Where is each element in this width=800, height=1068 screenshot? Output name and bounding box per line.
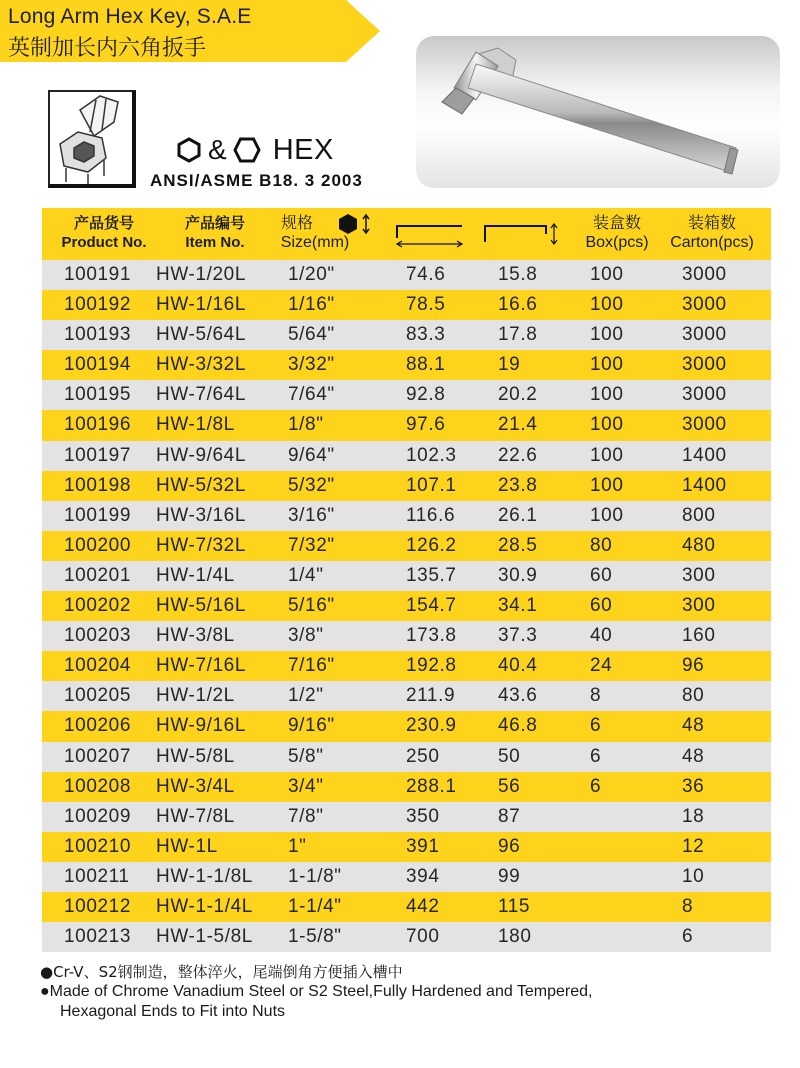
cell-product-no: 100203 (64, 625, 132, 647)
cell-box-qty: 100 (590, 474, 624, 496)
cell-size: 7/32" (288, 534, 335, 556)
hex-outline-icon (176, 137, 202, 163)
cell-size: 1/2" (288, 685, 324, 707)
header-size: 规格 Size(mm) (280, 213, 350, 251)
cell-long-arm: 88.1 (406, 354, 446, 376)
cell-product-no: 100205 (64, 685, 132, 707)
cell-box-qty: 40 (590, 625, 613, 647)
title-english: Long Arm Hex Key, S.A.E (8, 5, 252, 28)
cell-carton-qty: 3000 (682, 324, 727, 346)
cell-short-arm: 46.8 (498, 715, 538, 737)
cell-product-no: 100191 (64, 264, 132, 285)
cell-short-arm: 19 (498, 354, 521, 376)
cell-long-arm: 192.8 (406, 655, 457, 677)
cell-short-arm: 40.4 (498, 655, 538, 677)
cell-box-qty: 100 (590, 444, 624, 466)
cell-carton-qty: 1400 (682, 474, 727, 496)
cell-carton-qty: 3000 (682, 264, 727, 285)
cell-long-arm: 97.6 (406, 414, 446, 436)
cell-size: 7/8" (288, 805, 324, 827)
cell-carton-qty: 300 (682, 564, 716, 586)
cell-short-arm: 50 (498, 745, 521, 767)
table-header (42, 208, 771, 260)
cell-product-no: 100210 (64, 835, 132, 857)
cell-item-no: HW-1/16L (156, 294, 246, 316)
cell-short-arm: 37.3 (498, 625, 538, 647)
cell-item-no: HW-5/64L (156, 324, 246, 346)
cell-carton-qty: 12 (682, 835, 705, 857)
cell-carton-qty: 3000 (682, 384, 727, 406)
cell-short-arm: 180 (498, 926, 532, 948)
note-english-2: Hexagonal Ends to Fit into Nuts (60, 1003, 286, 1020)
table-row (42, 260, 771, 290)
cell-item-no: HW-7/8L (156, 805, 235, 827)
cell-product-no: 100194 (64, 354, 132, 376)
table-row (42, 711, 771, 741)
cell-carton-qty: 48 (682, 745, 705, 767)
table-row (42, 441, 771, 471)
table-row (42, 561, 771, 591)
cell-product-no: 100211 (64, 865, 130, 887)
cell-carton-qty: 96 (682, 655, 705, 677)
cell-long-arm: 83.3 (406, 324, 446, 346)
cell-carton-qty: 18 (682, 805, 705, 827)
hex-size-icon (336, 212, 376, 238)
notes (40, 962, 592, 1022)
cell-size: 1/4" (288, 564, 324, 586)
cell-long-arm: 107.1 (406, 474, 457, 496)
cell-short-arm: 43.6 (498, 685, 538, 707)
table-row (42, 681, 771, 711)
cell-short-arm: 20.2 (498, 384, 538, 406)
cell-item-no: HW-1-1/4L (156, 895, 253, 917)
cell-size: 3/32" (288, 354, 335, 376)
table-row (42, 802, 771, 832)
table-row (42, 380, 771, 410)
cell-carton-qty: 8 (682, 895, 694, 917)
table-row (42, 862, 771, 892)
short-arm-length-icon (482, 220, 560, 250)
cell-box-qty: 100 (590, 504, 624, 526)
cell-long-arm: 288.1 (406, 775, 457, 797)
header-carton: 装箱数 Carton(pcs) (670, 213, 754, 251)
cell-product-no: 100206 (64, 715, 132, 737)
cell-product-no: 100192 (64, 294, 132, 316)
cell-size: 1/20" (288, 264, 335, 285)
hex-outline-icon (233, 136, 261, 164)
cell-product-no: 100197 (64, 444, 132, 466)
cell-short-arm: 28.5 (498, 534, 538, 556)
cell-carton-qty: 480 (682, 534, 716, 556)
cell-box-qty: 24 (590, 655, 613, 677)
table-row (42, 320, 771, 350)
table-row (42, 621, 771, 651)
cell-long-arm: 250 (406, 745, 440, 767)
cell-short-arm: 96 (498, 835, 521, 857)
table-row (42, 922, 771, 952)
note-chinese: ●Cr-V、S2钢制造，整体淬火，尾端倒角方便插入槽中 (40, 963, 403, 981)
cell-item-no: HW-3/32L (156, 354, 246, 376)
socket-screw-icon (48, 90, 136, 188)
table-row (42, 290, 771, 320)
cell-size: 3/4" (288, 775, 324, 797)
cell-short-arm: 87 (498, 805, 521, 827)
cell-box-qty: 100 (590, 354, 624, 376)
cell-size: 5/64" (288, 324, 335, 346)
cell-carton-qty: 3000 (682, 354, 727, 376)
cell-item-no: HW-5/8L (156, 745, 235, 767)
cell-long-arm: 173.8 (406, 625, 457, 647)
table-row (42, 410, 771, 440)
cell-long-arm: 391 (406, 835, 440, 857)
ampersand: & (208, 134, 227, 165)
cell-long-arm: 211.9 (406, 685, 456, 707)
cell-product-no: 100196 (64, 414, 132, 436)
cell-short-arm: 115 (498, 895, 531, 917)
cell-box-qty: 100 (590, 294, 624, 316)
cell-item-no: HW-3/8L (156, 625, 235, 647)
table-row (42, 501, 771, 531)
cell-short-arm: 23.8 (498, 474, 538, 496)
cell-box-qty: 8 (590, 685, 602, 707)
cell-product-no: 100204 (64, 655, 132, 677)
cell-box-qty: 60 (590, 595, 613, 617)
cell-short-arm: 22.6 (498, 444, 538, 466)
cell-box-qty: 100 (590, 264, 624, 285)
table-row (42, 772, 771, 802)
cell-item-no: HW-1/2L (156, 685, 235, 707)
hex-type-row (176, 132, 334, 168)
long-arm-length-icon (394, 220, 466, 250)
cell-size: 7/16" (288, 655, 335, 677)
table-row (42, 591, 771, 621)
cell-item-no: HW-9/64L (156, 444, 246, 466)
cell-short-arm: 16.6 (498, 294, 538, 316)
cell-carton-qty: 80 (682, 685, 705, 707)
cell-long-arm: 394 (406, 865, 440, 887)
cell-size: 1-1/4" (288, 895, 342, 917)
cell-box-qty: 100 (590, 384, 624, 406)
cell-item-no: HW-1/8L (156, 414, 235, 436)
cell-item-no: HW-5/32L (156, 474, 246, 496)
cell-box-qty: 100 (590, 324, 624, 346)
cell-long-arm: 126.2 (406, 534, 457, 556)
table-row (42, 471, 771, 501)
hex-label: HEX (272, 133, 334, 166)
table-row (42, 892, 771, 922)
cell-item-no: HW-1-5/8L (156, 926, 253, 948)
hex-key-image (416, 36, 780, 188)
cell-carton-qty: 10 (682, 865, 705, 887)
cell-size: 5/32" (288, 474, 335, 496)
cell-box-qty: 6 (590, 775, 602, 797)
cell-product-no: 100193 (64, 324, 132, 346)
cell-item-no: HW-7/32L (156, 534, 246, 556)
cell-product-no: 100201 (64, 564, 132, 586)
cell-carton-qty: 48 (682, 715, 705, 737)
cell-short-arm: 56 (498, 775, 521, 797)
cell-product-no: 100213 (64, 926, 132, 948)
cell-box-qty: 60 (590, 564, 613, 586)
cell-product-no: 100208 (64, 775, 132, 797)
table-body (42, 260, 771, 952)
cell-size: 3/8" (288, 625, 324, 647)
cell-box-qty: 6 (590, 715, 602, 737)
cell-carton-qty: 3000 (682, 294, 727, 316)
cell-carton-qty: 800 (682, 504, 716, 526)
cell-size: 7/64" (288, 384, 335, 406)
cell-short-arm: 99 (498, 865, 521, 887)
cell-size: 9/64" (288, 444, 335, 466)
cell-size: 1/16" (288, 294, 335, 316)
cell-short-arm: 26.1 (498, 504, 538, 526)
cell-size: 5/16" (288, 595, 335, 617)
cell-product-no: 100198 (64, 474, 132, 496)
cell-box-qty: 80 (590, 534, 613, 556)
cell-size: 1-5/8" (288, 926, 342, 948)
cell-long-arm: 78.5 (406, 294, 446, 316)
title-chinese: 英制加长内六角扳手 (8, 36, 207, 61)
cell-carton-qty: 36 (682, 775, 705, 797)
cell-product-no: 100202 (64, 595, 132, 617)
header-box: 装盒数 Box(pcs) (585, 213, 649, 251)
cell-short-arm: 15.8 (498, 264, 538, 285)
header-item-no: 产品编号 Item No. (184, 214, 245, 251)
cell-carton-qty: 160 (682, 625, 716, 647)
cell-product-no: 100209 (64, 805, 132, 827)
cell-long-arm: 102.3 (406, 444, 457, 466)
cell-item-no: HW-7/64L (156, 384, 246, 406)
cell-long-arm: 92.8 (406, 384, 446, 406)
spec-table (42, 208, 771, 952)
cell-long-arm: 700 (406, 926, 440, 948)
cell-item-no: HW-7/16L (156, 655, 246, 677)
table-row (42, 350, 771, 380)
cell-carton-qty: 6 (682, 926, 694, 948)
cell-item-no: HW-1L (156, 835, 218, 857)
cell-item-no: HW-3/4L (156, 775, 235, 797)
cell-size: 1-1/8" (288, 865, 342, 887)
cell-product-no: 100212 (64, 895, 132, 917)
cell-long-arm: 135.7 (406, 564, 457, 586)
table-row (42, 651, 771, 681)
table-row (42, 832, 771, 862)
note-english-1: ●Made of Chrome Vanadium Steel or S2 Steel,Fully Hardened and Tempered, (40, 983, 593, 1000)
cell-item-no: HW-1/20L (156, 264, 246, 285)
cell-box-qty: 6 (590, 745, 602, 767)
cell-long-arm: 350 (406, 805, 440, 827)
table-row (42, 742, 771, 772)
cell-item-no: HW-5/16L (156, 595, 246, 617)
cell-long-arm: 230.9 (406, 715, 457, 737)
cell-carton-qty: 3000 (682, 414, 727, 436)
table-row (42, 531, 771, 561)
cell-carton-qty: 300 (682, 595, 716, 617)
cell-long-arm: 154.7 (406, 595, 457, 617)
product-photo (416, 36, 780, 188)
cell-product-no: 100199 (64, 504, 132, 526)
cell-long-arm: 442 (406, 895, 440, 917)
cell-item-no: HW-9/16L (156, 715, 246, 737)
cell-product-no: 100207 (64, 745, 132, 767)
cell-short-arm: 34.1 (498, 595, 538, 617)
cell-size: 9/16" (288, 715, 335, 737)
cell-item-no: HW-1-1/8L (156, 865, 253, 887)
cell-product-no: 100195 (64, 384, 132, 406)
cell-size: 5/8" (288, 745, 324, 767)
cell-long-arm: 116.6 (406, 504, 456, 526)
cell-size: 1" (288, 835, 307, 857)
cell-long-arm: 74.6 (406, 264, 446, 285)
cell-product-no: 100200 (64, 534, 132, 556)
cell-size: 3/16" (288, 504, 335, 526)
cell-short-arm: 30.9 (498, 564, 538, 586)
cell-size: 1/8" (288, 414, 324, 436)
header-product-no: 产品货号 Product No. (61, 214, 147, 251)
cell-box-qty: 100 (590, 414, 624, 436)
cell-carton-qty: 1400 (682, 444, 727, 466)
cell-short-arm: 17.8 (498, 324, 538, 346)
cell-short-arm: 21.4 (498, 414, 538, 436)
standard-label: ANSI/ASME B18. 3 2003 (150, 171, 363, 190)
cell-item-no: HW-1/4L (156, 564, 235, 586)
cell-item-no: HW-3/16L (156, 504, 246, 526)
